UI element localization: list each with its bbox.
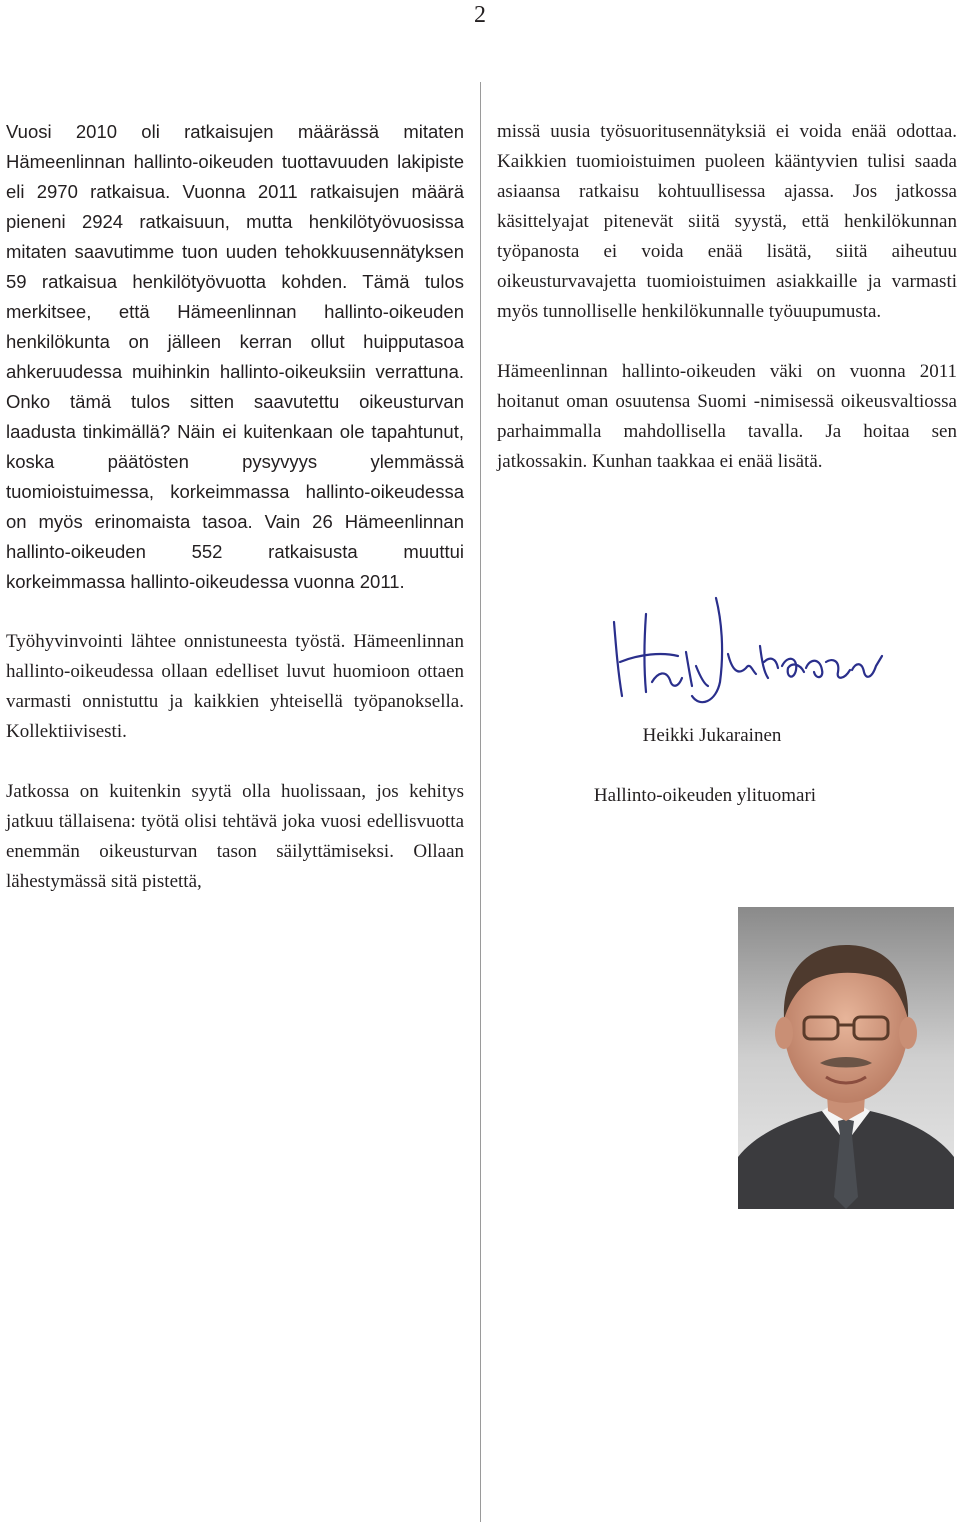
right-column: [497, 117, 957, 507]
paragraph-concern: Jatkossa on kuitenkin syytä olla huolissaan, jos kehitys jatkuu tällaisena: työtä olisi tehtävä joka vuosi edellisvuotta enemmän oikeusturvan tason säilyttämiseksi. Ollaan lähestymässä sitä pistettä,: [6, 781, 464, 892]
signer-title: Hallinto-oikeuden ylituomari: [593, 785, 817, 806]
paragraph-conclusion: Hämeenlinnan hallinto-oikeuden väki on vuonna 2011 hoitanut oman osuutensa Suomi -nimisessä oikeusvaltiossa parhaimmalla mahdollisella tavalla. Ja hoitaa sen jatkossakin. Kunhan taakkaa ei enää lisätä.: [497, 361, 957, 472]
handwritten-signature: [600, 592, 890, 712]
column-divider: [480, 82, 481, 1522]
paragraph-continuation: missä uusia työsuoritusennätyksiä ei voida enää odottaa. Kaikkien tuomioistuimen puoleen kääntyvien tulisi saada asiaansa ratkaisu kohtuullisessa ajassa. Jos jatkossa käsittelyajat pitenevät siitä syystä, että henkilökunnan työpanosta ei voida enää lisätä, siitä aiheutuu oikeusturvavajetta tuomioistuimen asiakkaille ja varmasti myös tunnolliselle henkilökunnalle työuupumusta.: [497, 121, 957, 322]
paragraph-wellbeing: Työhyvinvointi lähtee onnistuneesta työstä. Hämeenlinnan hallinto-oikeudessa ollaan edelliset luvut huomioon ottaen varmasti onnistuttu ja kaikkien yhteisellä työpanoksella. Kollektiivisesti.: [6, 631, 464, 742]
portrait-photo: [738, 907, 954, 1209]
signer-name: Heikki Jukarainen: [642, 725, 782, 746]
page-number: 2: [474, 2, 486, 28]
paragraph-productivity: Vuosi 2010 oli ratkaisujen määrässä mitaten Hämeenlinnan hallinto-oikeuden tuottavuuden lakipiste eli 2970 ratkaisua. Vuonna 2011 ratkaisujen määrä pieneni 2924 ratkaisuun, mutta henkilötyövuosissa mitaten saavutimme tuon uuden tehokkuusennätyksen 59 ratkaisua henkilötyövuotta kohden. Tämä tulos merkitsee, että Hämeenlinnan hallinto-oikeuden henkilökunta on jälleen kerran ollut huipputasoa ahkeruudessa muihinkin hallinto-oikeuksiin verrattuna. Onko tämä tulos sitten saavutettu oikeusturvan laadusta tinkimällä? Näin ei kuitenkaan ole tapahtunut, koska päätösten pysyvyys ylemmässä tuomioistuimessa, korkeimmassa hallinto-oikeudessa on myös erinomaista tasoa. Vain 26 Hämeenlinnan hallinto-oikeuden 552 ratkaisusta muuttui korkeimmassa hallinto-oikeudessa vuonna 2011.: [6, 121, 464, 592]
left-column: [6, 117, 464, 927]
